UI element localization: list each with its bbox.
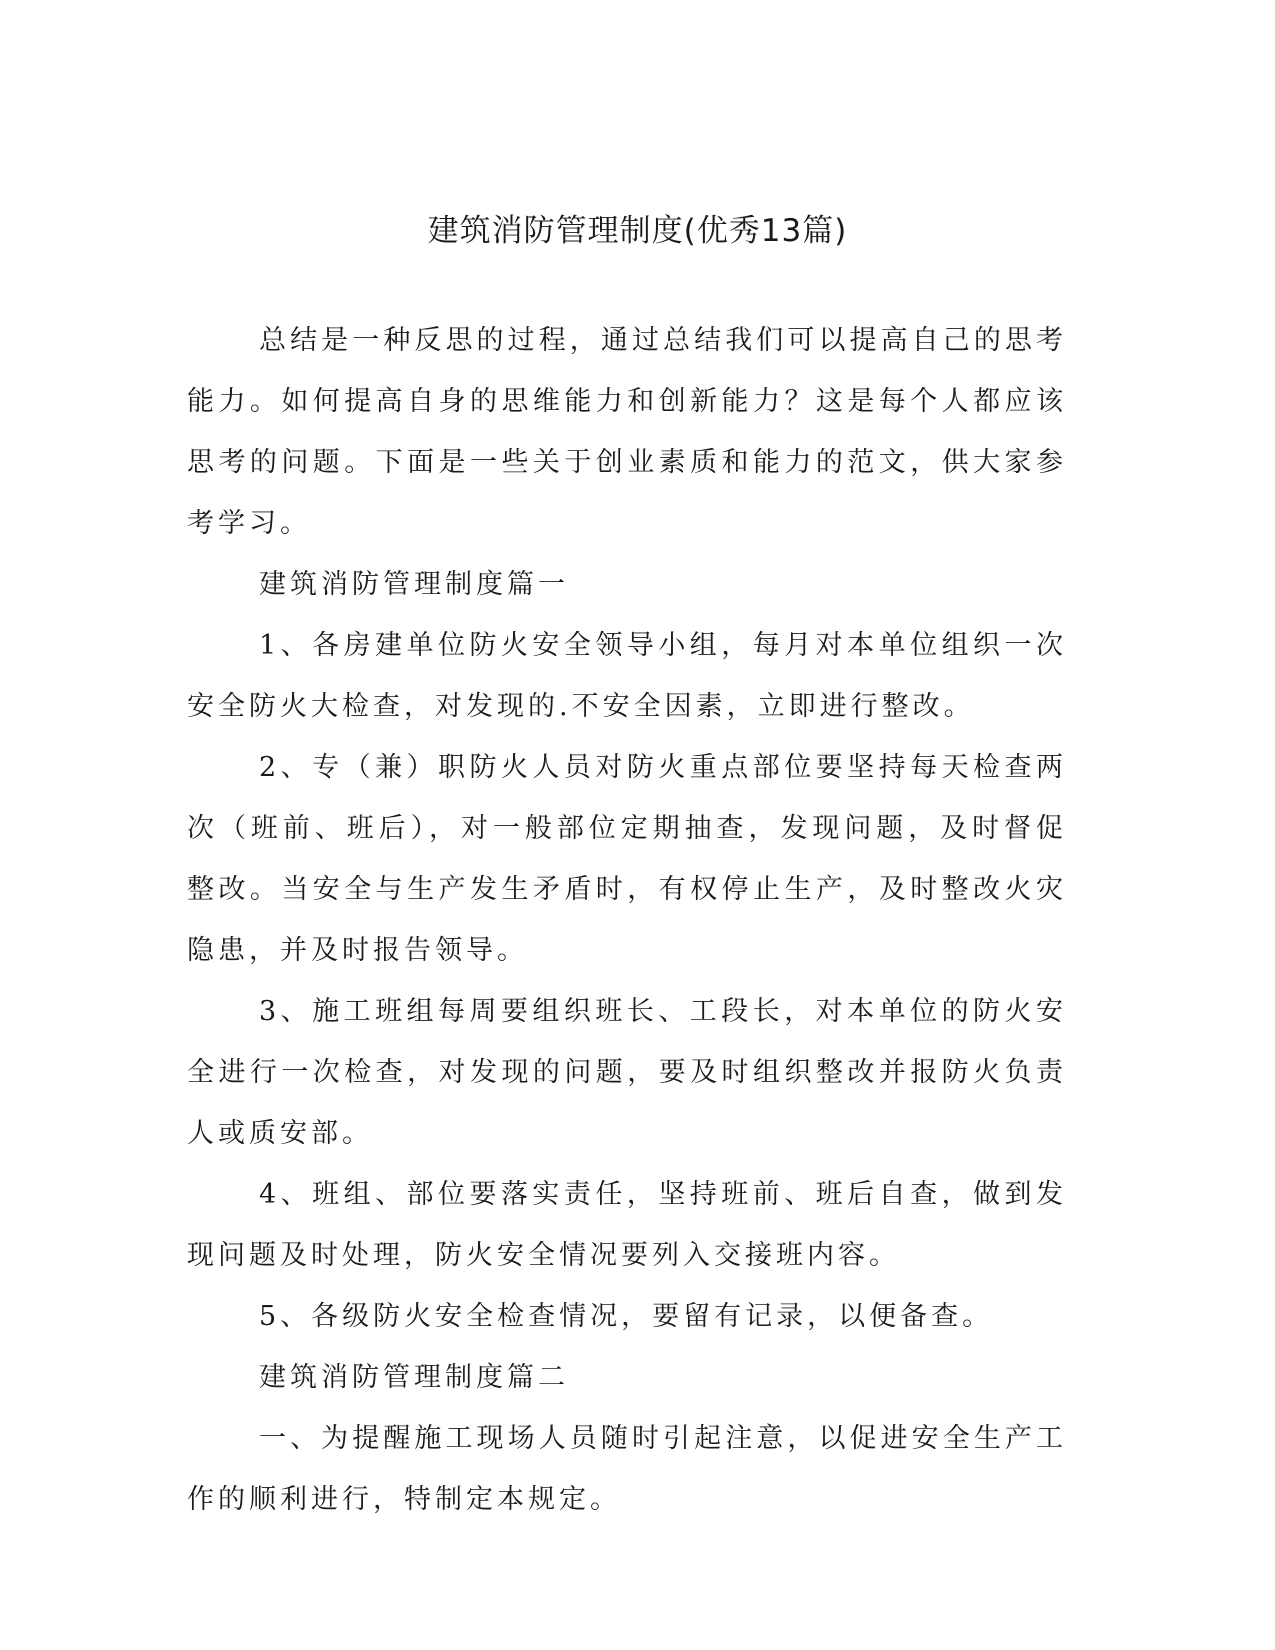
rule-paragraph-3: 3、施工班组每周要组织班长、工段长，对本单位的防火安全进行一次检查，对发现的问题，要及时组织整改并报防火负责人或质安部。 <box>187 996 1067 1149</box>
rule-paragraph-5: 5、各级防火安全检查情况，要留有记录，以便备查。 <box>259 1301 994 1332</box>
intro-paragraph: 总结是一种反思的过程，通过总结我们可以提高自己的思考能力。如何提高自身的思维能力和创新能力？这是每个人都应该思考的问题。下面是一些关于创业素质和能力的范文，供大家参考学习。 <box>187 325 1067 539</box>
rule-paragraph-1: 1、各房建单位防火安全领导小组，每月对本单位组织一次安全防火大检查，对发现的.不安全因素，立即进行整改。 <box>187 630 1067 722</box>
section-heading-2: 建筑消防管理制度篇二 <box>259 1362 569 1393</box>
document-body <box>187 310 1067 1530</box>
rule-paragraph-2: 2、专（兼）职防火人员对防火重点部位要坚持每天检查两次（班前、班后），对一般部位定期抽查，发现问题，及时督促整改。当安全与生产发生矛盾时，有权停止生产，及时整改火灾隐患，并及时报告领导。 <box>187 752 1067 966</box>
document-title: 建筑消防管理制度(优秀13篇) <box>427 213 848 249</box>
section-heading-1: 建筑消防管理制度篇一 <box>259 569 569 600</box>
rule-paragraph-4: 4、班组、部位要落实责任，坚持班前、班后自查，做到发现问题及时处理，防火安全情况要列入交接班内容。 <box>187 1179 1067 1271</box>
rule-paragraph-6: 一、为提醒施工现场人员随时引起注意，以促进安全生产工作的顺利进行，特制定本规定。 <box>187 1423 1067 1515</box>
